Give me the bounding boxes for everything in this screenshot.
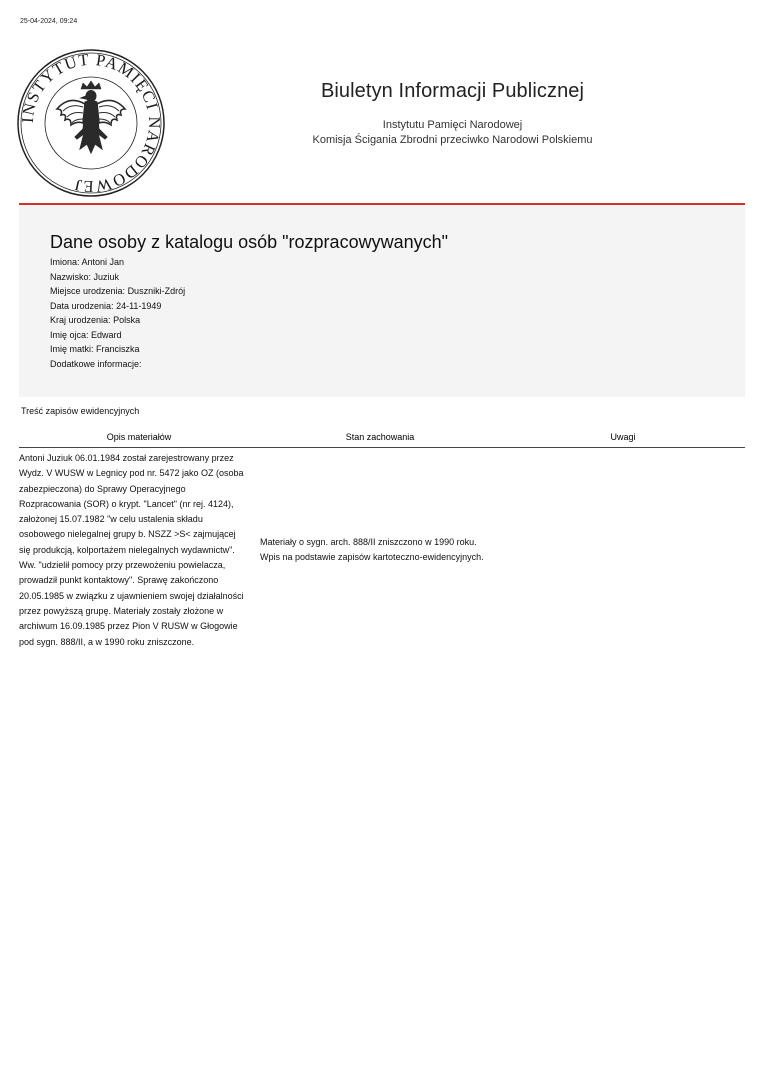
- page-title: Biuletyn Informacji Publicznej: [320, 80, 585, 102]
- header: [250, 80, 655, 146]
- cell-condition: Materiały o sygn. arch. 888/II zniszczono w 1990 roku. Wpis na podstawie zapisów kartoteczno-ewidencyjnych.: [260, 537, 484, 563]
- cell-description: Antoni Juziuk 06.01.1984 został zarejestrowany przez Wydz. V WUSW w Legnicy pod nr. 5472 jako OZ (osoba zabezpieczona) do Sprawy Operacyjnego Rozpracowania (SOR) o krypt. "Lancet" (nr rej. 4124), założonej 15.07.1982 "w celu ustalenia składu osobowego nielegalnej grupy b. NSZZ >S< zajmującej się produkcją, kolportażem nielegalnych wydawnictw". Ww. "udzielił pomocy przy przewożeniu powielacza, prowadził punkt kontaktowy". Sprawę zakończono 20.05.1985 w związku z ujawnieniem swojej działalności przez powyższą grupę. Materiały zostały złożone w archiwum 16.09.1985 przez Pion V RUSW w Głogowie pod sygn. 888/II, a w 1990 roku zniszczone.: [19, 453, 244, 647]
- institution-name: Instytutu Pamięci Narodowej: [382, 119, 523, 131]
- field-label: Imię matki:: [50, 344, 94, 354]
- field-label: Kraj urodzenia:: [50, 315, 111, 325]
- ipn-logo: [17, 49, 165, 197]
- person-details-panel: [19, 205, 745, 397]
- column-header-condition: Stan zachowania: [345, 432, 415, 442]
- field-father-name: [50, 328, 185, 343]
- field-surname: [50, 270, 185, 285]
- field-label: Miejsce urodzenia:: [50, 286, 126, 296]
- person-field-list: [50, 255, 185, 371]
- field-label: Dodatkowe informacje:: [50, 358, 142, 369]
- field-mother-name: [50, 342, 185, 357]
- logo-ring-text: INSTYTUT PAMIĘCI NARODOWEJ: [17, 49, 165, 197]
- table-row: [19, 448, 745, 650]
- records-caption: Treść zapisów ewidencyjnych: [21, 406, 140, 416]
- field-birth-date: [50, 299, 185, 314]
- field-additional-info: [50, 357, 185, 372]
- column-header-description: Opis materiałów: [106, 432, 172, 442]
- print-timestamp: 25-04-2024, 09:24: [20, 18, 78, 25]
- field-value: Duszniki-Zdrój: [127, 286, 186, 296]
- records-table: [19, 428, 745, 650]
- field-label: Imiona:: [50, 257, 80, 267]
- person-heading: Dane osoby z katalogu osób "rozpracowywanych": [50, 232, 448, 252]
- field-birthplace: [50, 284, 185, 299]
- field-label: Data urodzenia:: [50, 300, 114, 311]
- field-label: Nazwisko:: [50, 271, 92, 282]
- commission-name: Komisja Ścigania Zbrodni przeciwko Narodowi Polskiemu: [312, 134, 593, 146]
- field-value: Edward: [91, 329, 122, 340]
- table-header-row: [19, 428, 745, 448]
- field-value: Franciszka: [96, 344, 140, 354]
- field-value: Juziuk: [93, 271, 120, 282]
- field-value: Polska: [113, 315, 141, 325]
- field-birth-country: [50, 313, 185, 328]
- column-header-notes: Uwagi: [610, 432, 636, 442]
- field-first-names: [50, 255, 185, 270]
- field-value: 24-11-1949: [116, 300, 162, 311]
- field-label: Imię ojca:: [50, 329, 89, 340]
- field-value: Antoni Jan: [81, 257, 125, 267]
